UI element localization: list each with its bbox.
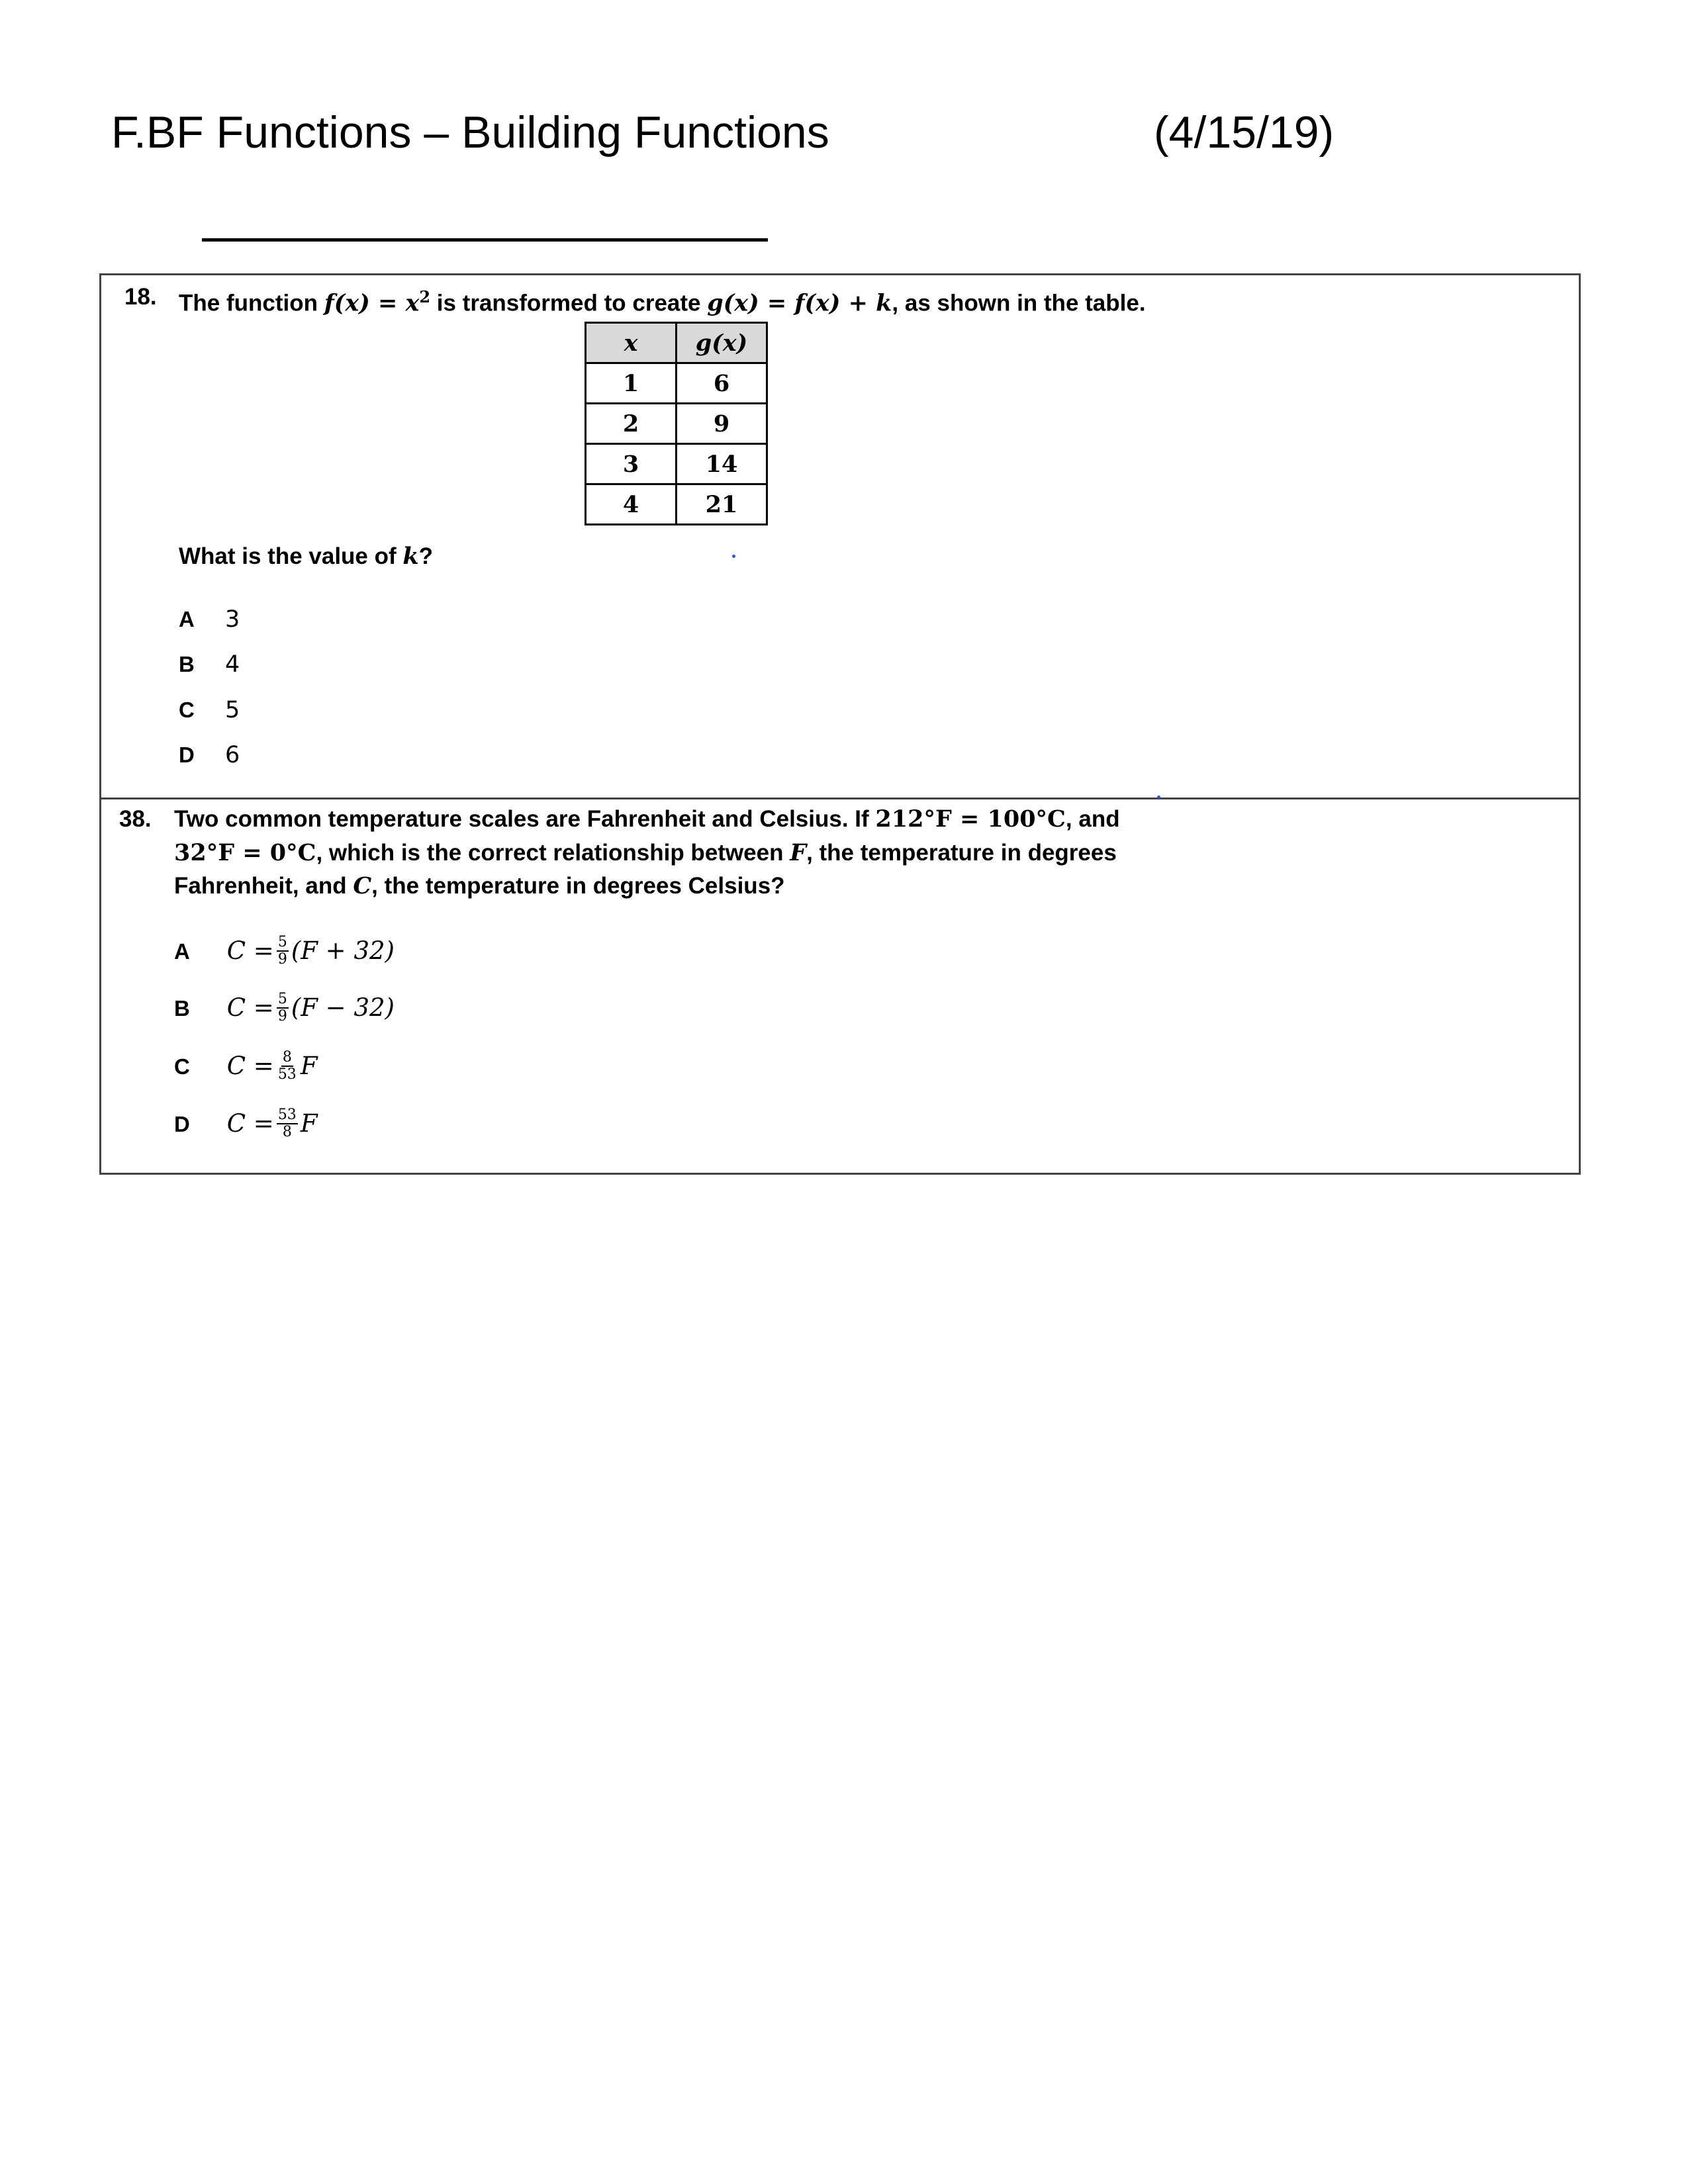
- math-f: f: [324, 289, 334, 317]
- choice-letter: C: [179, 698, 195, 722]
- text-segment: , as shown in the table.: [892, 290, 1146, 316]
- text-segment: ?: [418, 543, 434, 569]
- table-row: [586, 404, 767, 444]
- fraction: [277, 1107, 298, 1140]
- math-F: F: [790, 839, 807, 866]
- question-18-box: [99, 273, 1581, 799]
- text-segment: What is the value of: [179, 543, 403, 569]
- table-cell: 21: [677, 484, 767, 525]
- question-prompt: [179, 540, 433, 573]
- question-line-2: [174, 837, 1117, 870]
- fraction: [277, 991, 289, 1024]
- answer-choice-d[interactable]: [179, 739, 240, 772]
- choice-formula: [227, 934, 395, 968]
- math-x: (x) =: [723, 289, 795, 317]
- answer-choice-a[interactable]: [179, 603, 240, 636]
- formula-rest: (F − 32): [291, 993, 395, 1022]
- math-exponent: 2: [419, 287, 431, 306]
- fraction-numerator: 53: [277, 1107, 297, 1123]
- math-x: (x) +: [804, 289, 876, 317]
- formula-rest: F: [300, 1052, 318, 1080]
- table-header-gx: g(x): [677, 323, 767, 363]
- formula-lhs: C =: [226, 936, 274, 965]
- text-segment: , the temperature in degrees: [806, 840, 1117, 866]
- fraction-denominator: 8: [282, 1124, 292, 1140]
- choice-letter: B: [174, 996, 190, 1021]
- question-number: 18.: [124, 284, 157, 310]
- formula-rest: F: [300, 1109, 318, 1138]
- text-segment: , which is the correct relationship between: [316, 840, 790, 866]
- math-k: k: [876, 289, 892, 317]
- fraction-numerator: 5: [277, 934, 287, 950]
- math-g: g: [707, 289, 724, 317]
- table-row: [586, 363, 767, 404]
- table-header-x: x: [586, 323, 677, 363]
- fraction: [277, 1050, 298, 1083]
- text-segment: , the temperature in degrees Celsius?: [371, 873, 785, 899]
- text-segment: The function: [179, 290, 324, 316]
- choice-formula: [227, 991, 395, 1024]
- page-date: (4/15/19): [1154, 107, 1335, 158]
- choice-value: 3: [225, 606, 240, 633]
- table-cell: 3: [586, 444, 677, 484]
- answer-choice-a[interactable]: [174, 934, 395, 968]
- choice-value: 4: [225, 651, 240, 678]
- choice-letter: D: [174, 1112, 190, 1136]
- choice-letter: A: [179, 607, 195, 631]
- table-row: [586, 444, 767, 484]
- math-x: (x) = x: [334, 289, 420, 317]
- question-38-box: [99, 797, 1581, 1175]
- answer-choice-b[interactable]: [179, 648, 240, 681]
- table-cell: 4: [586, 484, 677, 525]
- table-cell: 1: [586, 363, 677, 404]
- page-title: F.BF Functions – Building Functions: [111, 107, 829, 158]
- math-expression: 32°F = 0°C: [174, 839, 316, 866]
- answer-choice-b[interactable]: [174, 991, 395, 1025]
- fraction-denominator: 9: [277, 951, 287, 968]
- answer-choice-c[interactable]: [179, 694, 240, 727]
- table-cell: 6: [677, 363, 767, 404]
- text-segment: Fahrenheit, and: [174, 873, 353, 899]
- choice-letter: D: [179, 743, 195, 767]
- table-cell: 2: [586, 404, 677, 444]
- math-k: k: [402, 543, 419, 570]
- text-segment: , and: [1065, 806, 1120, 832]
- math-f: f: [794, 289, 805, 317]
- question-line-3: [174, 870, 785, 903]
- formula-lhs: C =: [226, 1109, 274, 1138]
- choice-value: 6: [225, 742, 240, 768]
- stray-mark: [1157, 796, 1160, 799]
- stray-mark: [732, 555, 735, 558]
- fraction: [277, 934, 289, 968]
- fraction-denominator: 9: [277, 1008, 287, 1024]
- answer-choice-c[interactable]: [174, 1050, 318, 1083]
- question-line-1: [174, 803, 1120, 836]
- formula-rest: (F + 32): [291, 936, 395, 965]
- choice-letter: A: [174, 939, 190, 964]
- formula-lhs: C =: [226, 993, 274, 1022]
- name-blank-line[interactable]: [202, 238, 768, 242]
- text-segment: is transformed to create: [430, 290, 708, 316]
- fraction-denominator: 53: [277, 1066, 297, 1083]
- choice-formula: [227, 1107, 318, 1140]
- table-cell: 9: [677, 404, 767, 444]
- question-text: [179, 281, 1146, 320]
- answer-choice-d[interactable]: [174, 1107, 318, 1141]
- fraction-numerator: 8: [282, 1049, 292, 1066]
- choice-letter: B: [179, 652, 195, 676]
- table-row: [586, 484, 767, 525]
- text-segment: Two common temperature scales are Fahrenheit and Celsius. If: [174, 806, 876, 832]
- question-number: 38.: [119, 806, 152, 832]
- page-header: [111, 99, 1356, 172]
- table-header-row: [586, 323, 767, 363]
- choice-letter: C: [174, 1054, 190, 1079]
- values-table: [585, 322, 768, 525]
- fraction-numerator: 5: [277, 991, 287, 1007]
- choice-formula: [227, 1050, 318, 1083]
- choice-value: 5: [225, 697, 240, 723]
- table-cell: 14: [677, 444, 767, 484]
- formula-lhs: C =: [226, 1052, 274, 1080]
- math-expression: 212°F = 100°C: [875, 805, 1066, 833]
- math-C: C: [353, 872, 372, 899]
